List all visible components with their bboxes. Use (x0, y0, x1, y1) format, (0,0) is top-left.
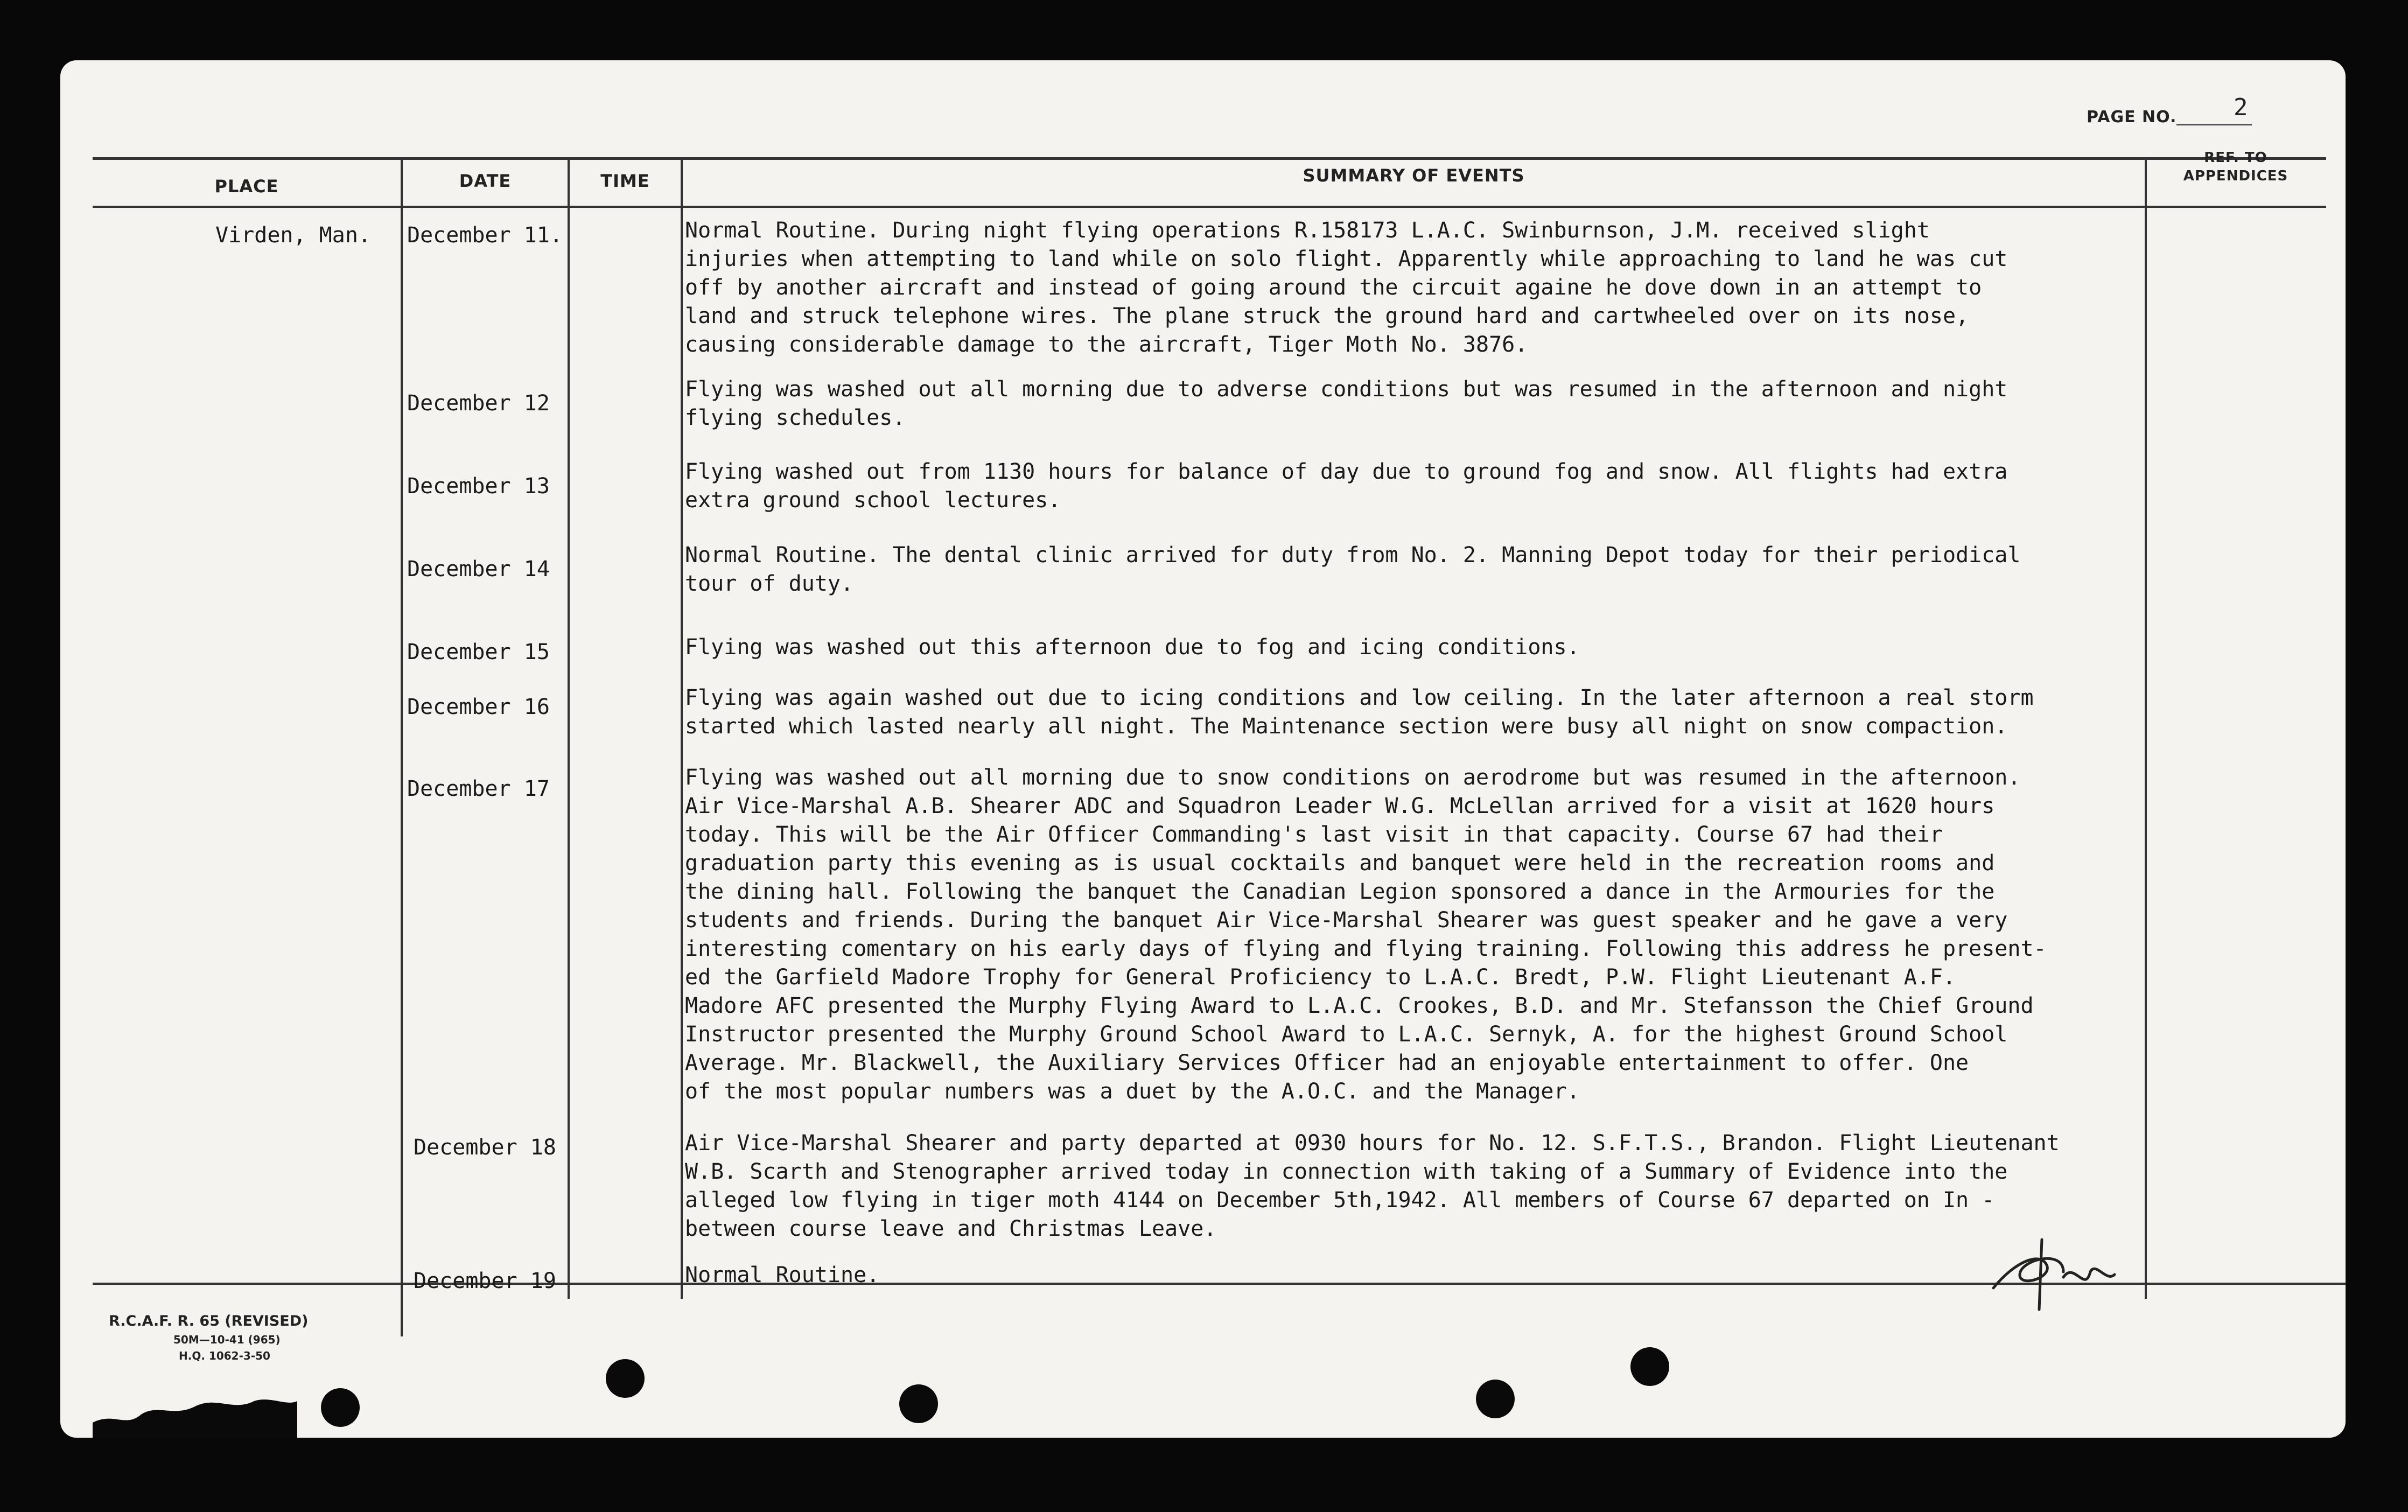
handwritten-initials (1983, 1229, 2123, 1315)
form-code-line3: H.Q. 1062-3-50 (179, 1349, 270, 1362)
column-header-ref-line1: REF. TO (2204, 150, 2267, 166)
log-card (60, 60, 2346, 1438)
header-top-rule (93, 157, 2326, 160)
punch-hole (899, 1384, 938, 1423)
header-bottom-rule (93, 206, 2326, 208)
punch-hole (1476, 1380, 1515, 1418)
page-number-value: 2 (2234, 94, 2248, 121)
entry-summary: Normal Routine. The dental clinic arrived for duty from No. 2. Manning Depot today for their periodical tour of duty. (685, 543, 2021, 596)
page-number-underline (2176, 124, 2252, 125)
form-code-line2: 50M—10-41 (965) (173, 1333, 281, 1346)
entry-summary: Flying was again washed out due to icing conditions and low ceiling. In the later afternoon a real storm started which lasted nearly all night. The Maintenance section were busy all night on snow compaction. (685, 685, 2034, 739)
entry-date: December 15 (407, 640, 550, 664)
entry-date: December 16 (407, 695, 550, 719)
page-number-label: PAGE NO. (2087, 108, 2177, 127)
column-header-time: TIME (600, 171, 650, 191)
column-header-date: DATE (459, 171, 512, 191)
punch-hole (321, 1388, 360, 1427)
entry-date: December 11. (407, 223, 563, 248)
form-code-line1: R.C.A.F. R. 65 (REVISED) (109, 1313, 309, 1329)
column-rule-place-date (401, 158, 403, 1336)
entry-summary: Flying washed out from 1130 hours for balance of day due to ground fog and snow. All flights had extra extra ground school lectures. (685, 459, 2008, 513)
entry-date: December 17 (407, 776, 550, 801)
entry-summary: Flying was washed out all morning due to adverse conditions but was resumed in the afternoon and night flying schedules. (685, 377, 2008, 430)
entry-date: December 14 (407, 557, 550, 582)
column-header-summary: SUMMARY OF EVENTS (1303, 165, 1525, 186)
entry-date: December 12 (407, 391, 550, 416)
column-rule-date-time (568, 158, 570, 1299)
entry-date: December 19 (414, 1269, 556, 1293)
torn-corner (93, 1363, 297, 1438)
entry-summary: Normal Routine. (685, 1263, 880, 1287)
entry-date: December 18 (414, 1135, 556, 1160)
punch-hole (606, 1359, 645, 1398)
entry-summary: Flying was washed out this afternoon due to fog and icing conditions. (685, 635, 1580, 660)
column-header-ref-line2: APPENDICES (2183, 168, 2288, 184)
entry-date: December 13 (407, 474, 550, 499)
entry-summary: Normal Routine. During night flying operations R.158173 L.A.C. Swinburnson, J.M. received slight injuries when attempting to land while on solo flight. Apparently while approaching to land he was cut off by another aircraft and instead of going around the circuit againe he dove down in an attempt to land and struck telephone wires. The plane struck the ground hard and cartwheeled over on its nose, causing considerable damage to the aircraft, Tiger Moth No. 3876. (685, 218, 2008, 357)
entry-summary: Air Vice-Marshal Shearer and party departed at 0930 hours for No. 12. S.F.T.S., Brandon. Flight Lieutenant W.B. Scarth and Stenographer arrived today in connection with taking of a Summary of Evidence into the alleged low flying in tiger moth 4144 on December 5th,1942. All members of Course 67 departed on In - between course leave and Christmas Leave. (685, 1131, 2060, 1241)
column-header-place: PLACE (214, 176, 279, 197)
entry-summary: Flying was washed out all morning due to snow conditions on aerodrome but was resumed in the afternoon. Air Vice-Marshal A.B. Shearer ADC and Squadron Leader W.G. McLellan arrived for a visit at 1620 hours today. This will be the Air Officer Commanding's last visit in that capacity. Course 67 had their graduation party this evening as is usual cocktails and banquet were held in the recreation rooms and the dining hall. Following the banquet the Canadian Legion sponsored a dance in the Armouries for the students and friends. During the banquet Air Vice-Marshal Shearer was guest speaker and he gave a very interesting comentary on his early days of flying and flying training. Following this address he present- ed the Garfield Madore Trophy for General Proficiency to L.A.C. Bredt, P.W. Flight Lieutenant A.F. Madore AFC presented the Murphy Flying Award to L.A.C. Crookes, B.D. and Mr. Stefansson the Chief Ground Instructor presented the Murphy Ground School Award to L.A.C. Sernyk, A. for the highest Ground School Average. Mr. Blackwell, the Auxiliary Services Officer had an enjoyable entertainment to offer. One of the most popular numbers was a duet by the A.O.C. and the Manager. (685, 765, 2047, 1104)
place-name: Virden, Man. (215, 223, 371, 248)
punch-hole (1630, 1347, 1669, 1386)
column-rule-time-summary (681, 158, 683, 1299)
